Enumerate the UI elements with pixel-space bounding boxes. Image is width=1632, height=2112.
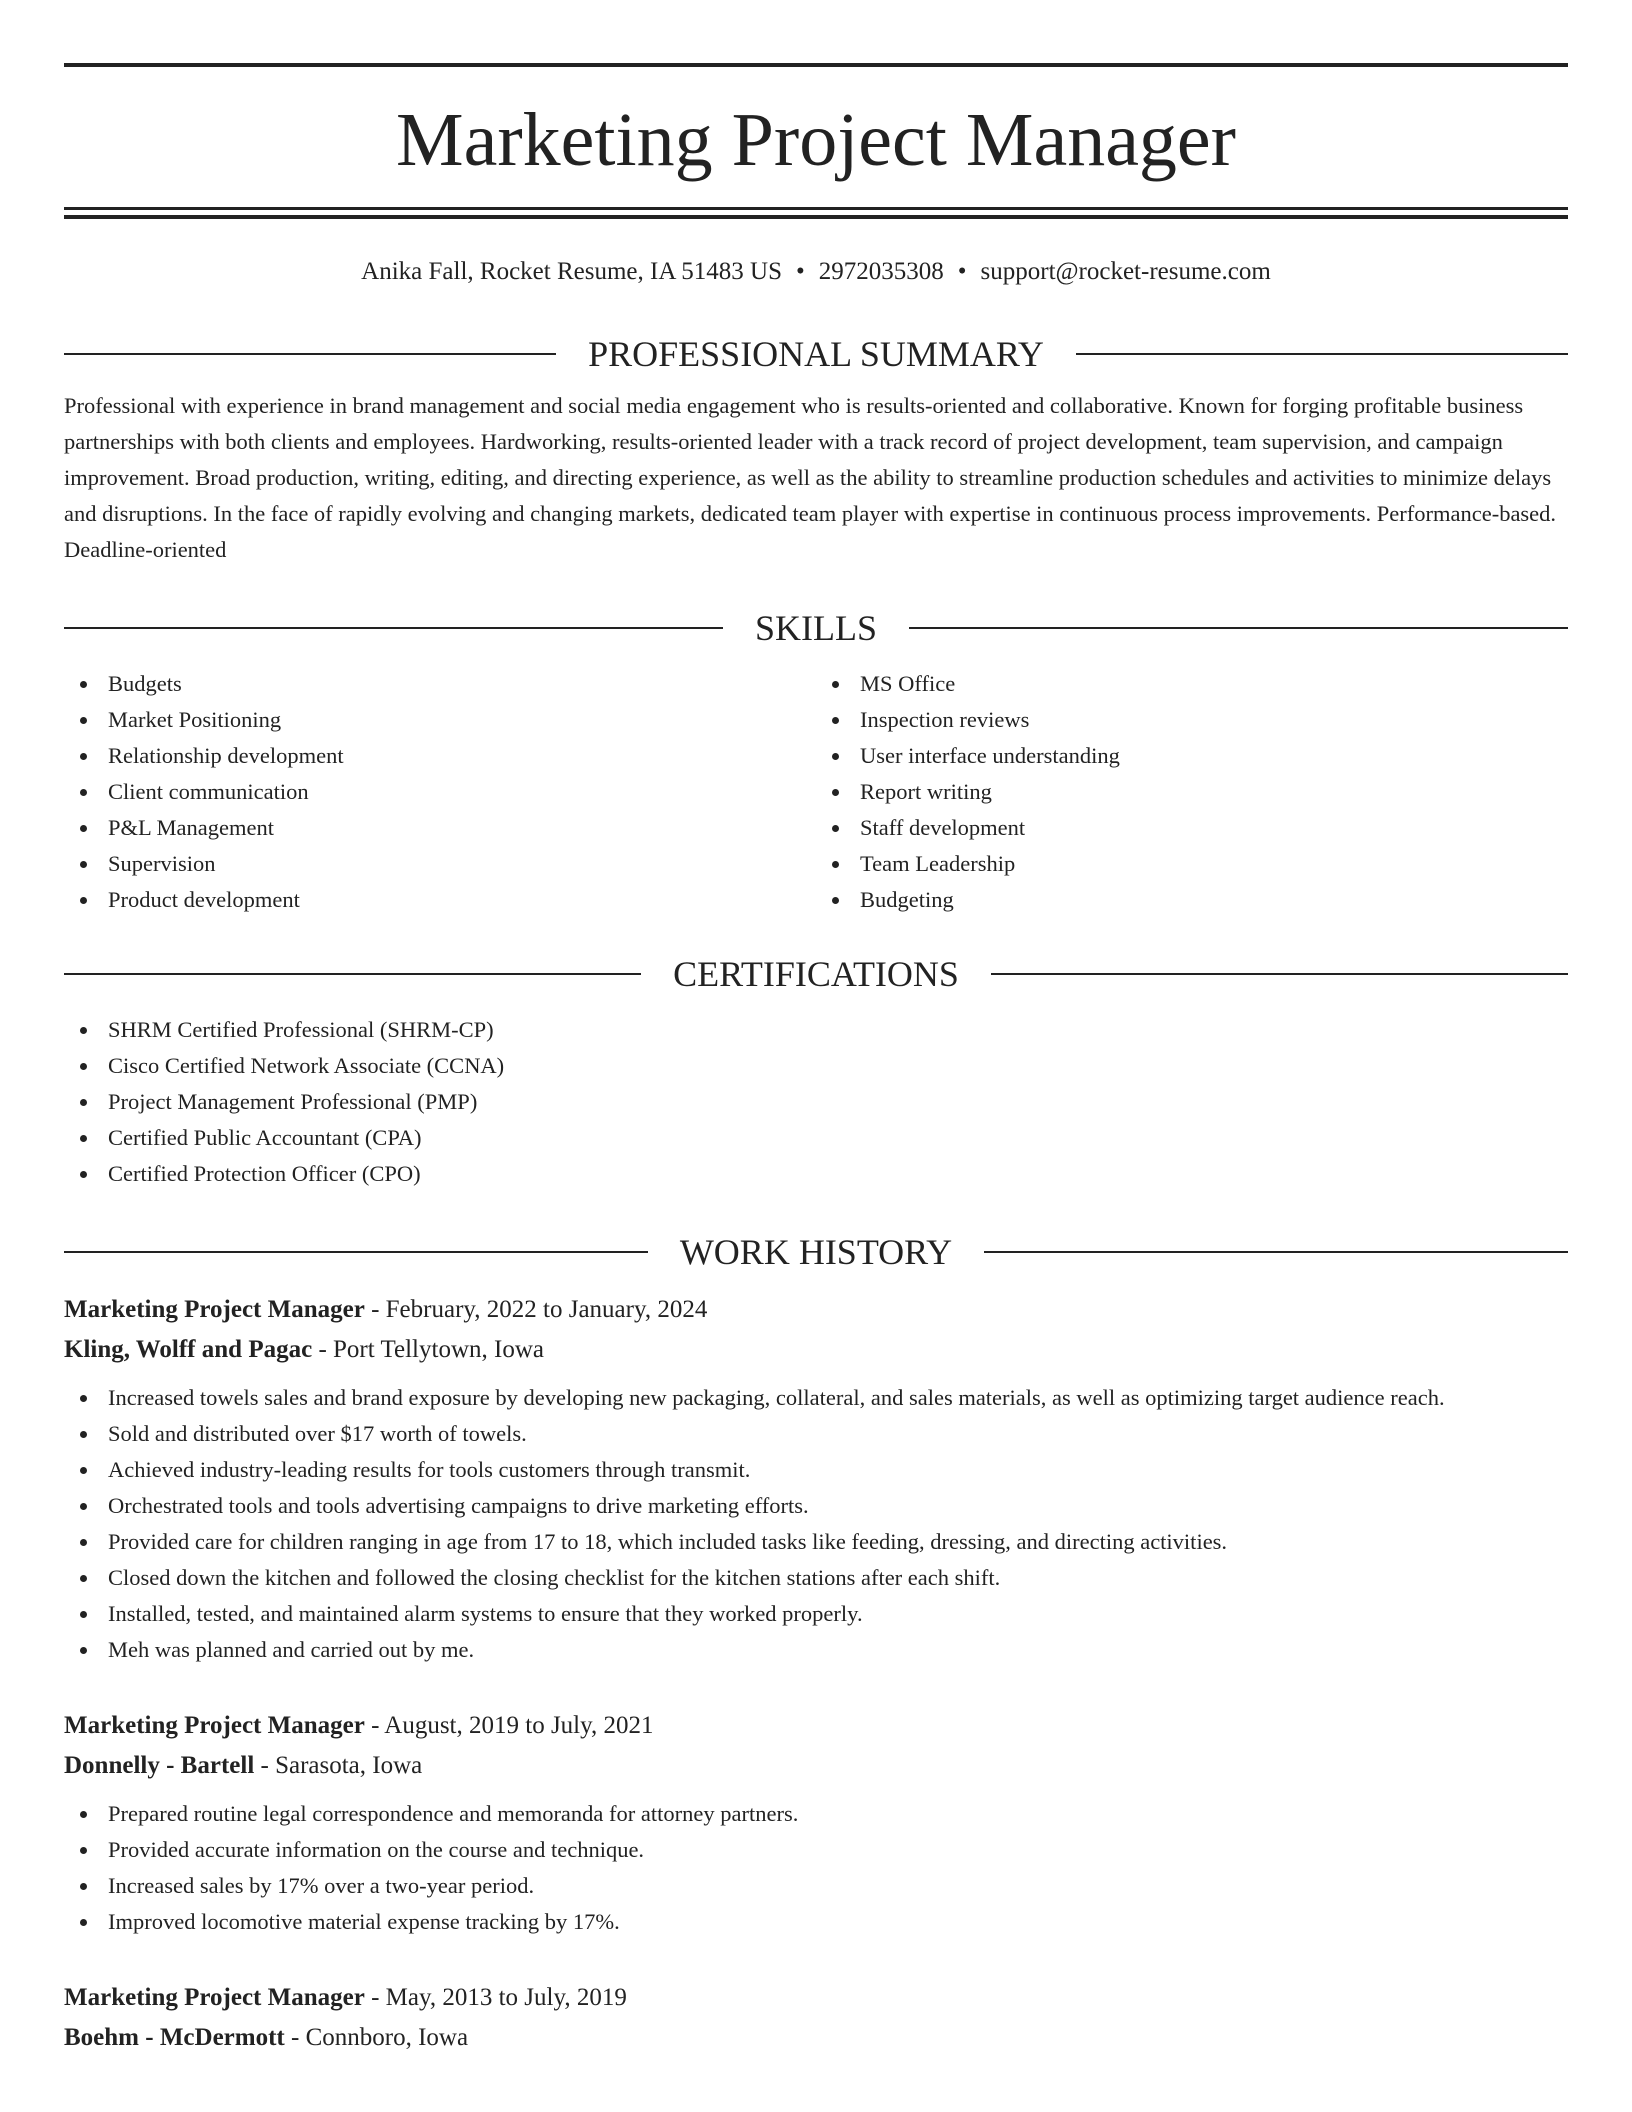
job-dates: - February, 2022 to January, 2024 — [371, 1296, 708, 1323]
certifications-section — [64, 950, 1568, 1192]
heading-rule-left — [64, 973, 641, 975]
heading-rule-left — [64, 1251, 648, 1253]
job-company-line — [64, 2018, 1568, 2058]
skill-item: Client communication — [64, 774, 816, 810]
job-title-line — [64, 1290, 1568, 1330]
skill-item: Relationship development — [64, 738, 816, 774]
job-title: Marketing Project Manager — [64, 1296, 365, 1323]
skill-item: Team Leadership — [816, 846, 1568, 882]
work-history-section — [64, 1228, 1568, 2058]
job-bullet: Improved locomotive material expense tracking by 17%. — [64, 1904, 1568, 1940]
job-dates: - May, 2013 to July, 2019 — [371, 1984, 627, 2011]
job-company-line — [64, 1746, 1568, 1786]
skills-column-left — [64, 666, 816, 918]
skill-item: Budgeting — [816, 882, 1568, 918]
contact-phone: 2972035308 — [818, 258, 944, 285]
job-title: Marketing Project Manager — [64, 1984, 365, 2011]
job-bullet: Prepared routine legal correspondence and memoranda for attorney partners. — [64, 1796, 1568, 1832]
skills-columns — [64, 666, 1568, 918]
heading-rule-right — [909, 627, 1568, 629]
skill-item: Product development — [64, 882, 816, 918]
heading-rule-right — [984, 1251, 1568, 1253]
skill-item: Staff development — [816, 810, 1568, 846]
certification-item: Certified Public Accountant (CPA) — [64, 1120, 1568, 1156]
skill-item: Inspection reviews — [816, 702, 1568, 738]
work-history-heading-label: WORK HISTORY — [679, 1232, 953, 1272]
contact-address: Anika Fall, Rocket Resume, IA 51483 US — [361, 258, 782, 285]
contact-line — [64, 254, 1568, 290]
skill-item: Budgets — [64, 666, 816, 702]
summary-section — [64, 330, 1568, 568]
job-dates: - August, 2019 to July, 2021 — [371, 1712, 654, 1739]
job-bullet: Provided accurate information on the course and technique. — [64, 1832, 1568, 1868]
skills-heading — [64, 604, 1568, 652]
contact-separator: • — [957, 258, 967, 285]
job-title: Marketing Project Manager — [64, 1712, 365, 1739]
job-bullets — [64, 1380, 1568, 1668]
job-entry — [64, 1978, 1568, 2058]
certification-item: SHRM Certified Professional (SHRM-CP) — [64, 1012, 1568, 1048]
certification-item: Project Management Professional (PMP) — [64, 1084, 1568, 1120]
skill-item: Market Positioning — [64, 702, 816, 738]
skills-list-left — [64, 666, 816, 918]
job-bullet: Sold and distributed over $17 worth of towels. — [64, 1416, 1568, 1452]
heading-rule-right — [991, 973, 1568, 975]
skills-heading-label: SKILLS — [755, 608, 878, 648]
job-company-line — [64, 1330, 1568, 1370]
skill-item: Report writing — [816, 774, 1568, 810]
summary-heading — [64, 330, 1568, 378]
job-entry — [64, 1706, 1568, 1940]
page-title: Marketing Project Manager — [396, 98, 1236, 182]
job-company: Kling, Wolff and Pagac — [64, 1336, 313, 1363]
job-bullet: Increased sales by 17% over a two-year period. — [64, 1868, 1568, 1904]
certifications-list — [64, 1012, 1568, 1192]
job-bullet: Installed, tested, and maintained alarm systems to ensure that they worked properly. — [64, 1596, 1568, 1632]
title-rule-lower — [64, 215, 1568, 219]
heading-rule-left — [64, 627, 723, 629]
contact-email: support@rocket-resume.com — [980, 258, 1271, 285]
skills-column-right — [816, 666, 1568, 918]
skill-item: Supervision — [64, 846, 816, 882]
skills-list-right — [816, 666, 1568, 918]
certification-item: Certified Protection Officer (CPO) — [64, 1156, 1568, 1192]
job-bullet: Increased towels sales and brand exposure by developing new packaging, collateral, and sales materials, as well as optimizing target audience reach. — [64, 1380, 1568, 1416]
job-title-line — [64, 1978, 1568, 2018]
top-rule — [64, 63, 1568, 67]
job-entry — [64, 1290, 1568, 1668]
heading-rule-left — [64, 353, 556, 355]
skill-item: User interface understanding — [816, 738, 1568, 774]
job-location: - Sarasota, Iowa — [260, 1752, 423, 1779]
work-history-heading — [64, 1228, 1568, 1276]
contact-separator: • — [795, 258, 805, 285]
heading-rule-right — [1076, 353, 1568, 355]
job-bullet: Meh was planned and carried out by me. — [64, 1632, 1568, 1668]
job-bullet: Closed down the kitchen and followed the closing checklist for the kitchen stations after each shift. — [64, 1560, 1568, 1596]
summary-text: Professional with experience in brand management and social media engagement who is results-oriented and collaborative. Known for forging profitable business partnerships with both clients and employees. Hardworking, results-oriented leader with a track record of project development, team supervision, and campaign improvement. Broad production, writing, editing, and directing experience, as well as the ability to streamline production schedules and activities to minimize delays and disruptions. In the face of rapidly evolving and changing markets, dedicated team player with expertise in continuous process improvements. Performance-based. Deadline-oriented — [64, 393, 1557, 562]
job-company: Boehm - McDermott — [64, 2024, 285, 2051]
skills-section — [64, 604, 1568, 918]
certifications-heading — [64, 950, 1568, 998]
job-bullet: Orchestrated tools and tools advertising campaigns to drive marketing efforts. — [64, 1488, 1568, 1524]
job-title-line — [64, 1706, 1568, 1746]
summary-heading-label: PROFESSIONAL SUMMARY — [588, 334, 1044, 374]
job-company: Donnelly - Bartell — [64, 1752, 255, 1779]
job-bullet: Achieved industry-leading results for tools customers through transmit. — [64, 1452, 1568, 1488]
title-rule-upper — [64, 207, 1568, 210]
skill-item: MS Office — [816, 666, 1568, 702]
certifications-heading-label: CERTIFICATIONS — [673, 954, 959, 994]
certification-item: Cisco Certified Network Associate (CCNA) — [64, 1048, 1568, 1084]
job-location: - Connboro, Iowa — [291, 2024, 469, 2051]
job-bullet: Provided care for children ranging in age from 17 to 18, which included tasks like feeding, dressing, and directing activities. — [64, 1524, 1568, 1560]
job-location: - Port Tellytown, Iowa — [318, 1336, 544, 1363]
job-bullets — [64, 1796, 1568, 1940]
skill-item: P&L Management — [64, 810, 816, 846]
